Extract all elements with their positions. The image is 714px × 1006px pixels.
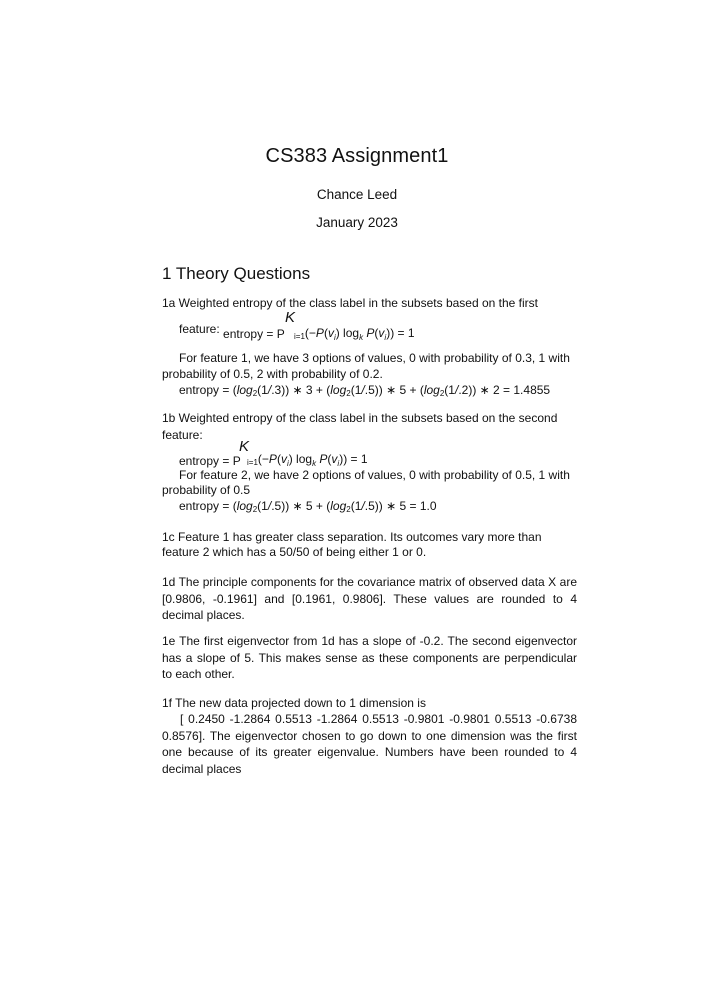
q1b-formula-lhs: entropy = P <box>179 454 241 468</box>
q1a-feature-label: feature: <box>179 322 220 336</box>
q1a-formula-body: $_{i=1}(-P(v_i)$ $\log_k P(v_i)) = 1$ <box>294 326 415 342</box>
q1f-intro: 1f The new data projected down to 1 dimension is <box>162 696 426 710</box>
q1a-sum-top: K <box>285 309 296 326</box>
q1b-sum-top: K <box>239 438 250 455</box>
q1b-para-line1: For feature 2, we have 2 options of values, 0 with probability of 0.5, 1 with <box>179 468 570 482</box>
section-heading <box>162 264 310 284</box>
q1b-calc: entropy = $(\log_2(1/.5))$ ∗ $5 + (\log_2(1/.5))$ ∗ 5 = 1.0 <box>179 499 437 514</box>
q1a-formula-sum <box>285 311 295 325</box>
section-title: Theory Questions <box>175 264 311 283</box>
document-title: CS383 Assignment1 <box>265 145 449 167</box>
section-number: 1 <box>162 264 172 283</box>
q1a-formula-tail: )) = 1 <box>386 326 415 340</box>
q1a-sum-index: i=1 <box>294 332 305 341</box>
q1d-paragraph: 1d The principle components for the covariance matrix of observed data X are [0.9806, -0.1961] and [0.1961, 0.9806]. These values are rounded to 4 decimal places. <box>162 575 577 622</box>
q1c-line2: feature 2 which has a 50/50 of being either 1 or 0. <box>162 545 427 559</box>
q1a-calc: entropy = $(\log_2(1/.3))$ ∗ $3 + (\log_2(1/.5))$ ∗ $5 + (\log_2(1/.2))$ ∗ 2 = 1.4855 <box>179 383 551 398</box>
q1a-intro: 1a Weighted entropy of the class label in the subsets based on the first <box>162 296 539 310</box>
q1f-paragraph <box>162 711 577 777</box>
q1a-formula-lhs: entropy = P <box>223 327 285 341</box>
q1c-line1: 1c Feature 1 has greater class separation. Its outcomes vary more than <box>162 530 542 544</box>
q1e-paragraph: 1e The first eigenvector from 1d has a slope of -0.2. The second eigenvector has a slope of 5. This makes sense as these components are perpendicular to each other. <box>162 634 577 681</box>
q1b-formula-body: $_{i=1}(-P(v_i)$ $\log_k P(v_i)) = 1$ <box>247 452 368 468</box>
document-date: January 2023 <box>316 215 398 230</box>
q1b-intro-line2: feature: <box>162 428 203 442</box>
q1b-intro-line1: 1b Weighted entropy of the class label in the subsets based on the second <box>162 411 558 425</box>
document-author: Chance Leed <box>316 187 398 202</box>
q1b-para-line2: probability of 0.5 <box>162 483 251 497</box>
q1a-para-line1: For feature 1, we have 3 options of values, 0 with probability of 0.3, 1 with <box>179 351 570 365</box>
q1b-sum-index: i=1 <box>247 458 258 467</box>
q1f-text: [ 0.2450 -1.2864 0.5513 -1.2864 0.5513 -0.9801 -0.9801 0.5513 -0.6738 0.8576]. The eigenvector chosen to go down to one dimension was the first one because of its greater eigenvalue. Numbers have been rounded to 4 decimal places <box>162 712 577 776</box>
q1b-formula-tail: )) = 1 <box>339 452 368 466</box>
q1a-para-line2: probability of 0.5, 2 with probability of 0.2. <box>162 367 383 381</box>
q1a-feature-line <box>179 322 285 341</box>
